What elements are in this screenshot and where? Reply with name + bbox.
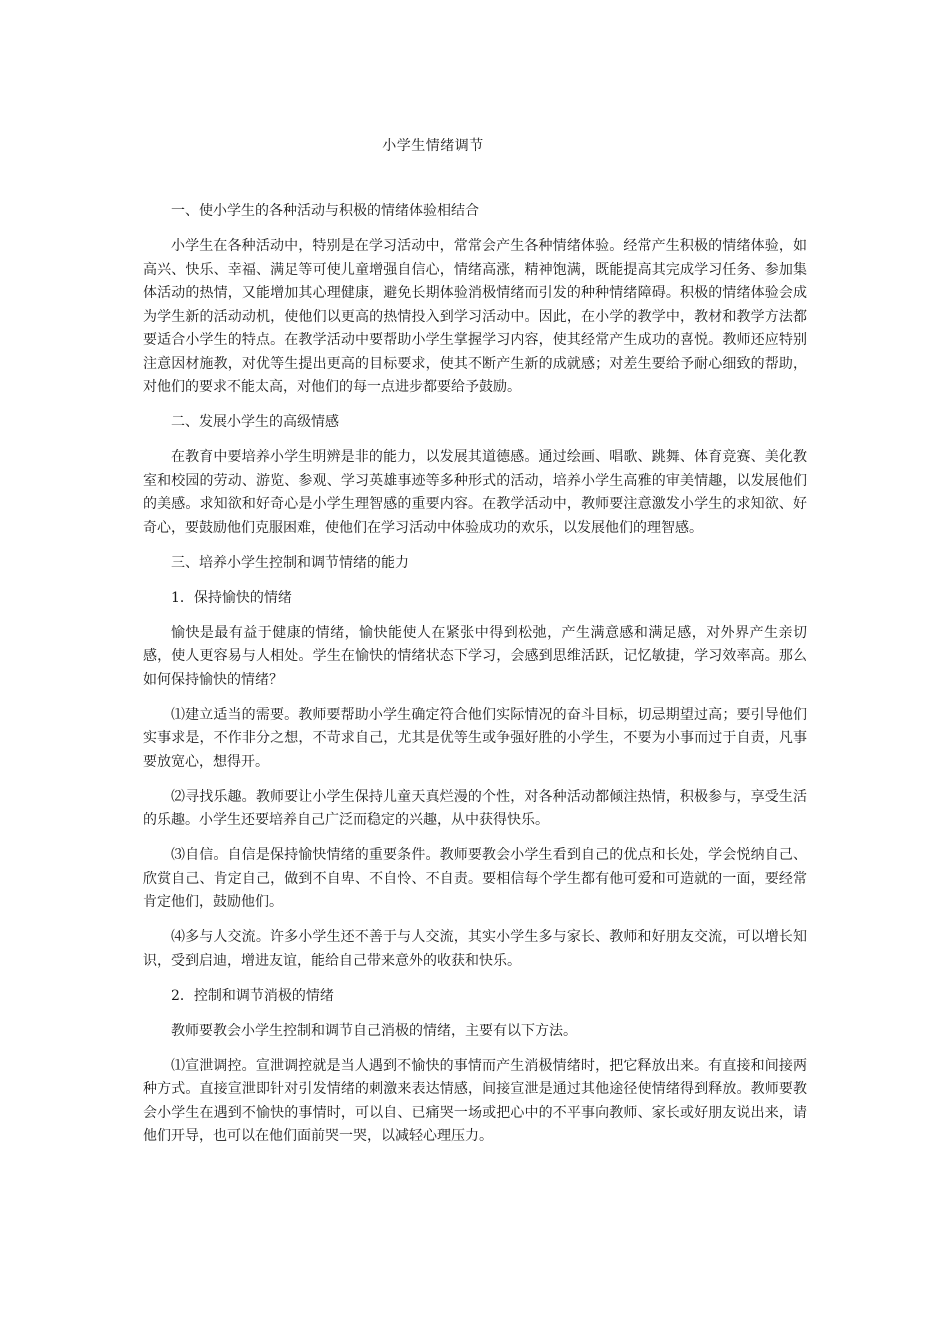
section-heading-1: 一、使小学生的各种活动与积极的情绪体验相结合: [171, 203, 479, 219]
document-title: 小学生情绪调节: [382, 138, 484, 154]
list-item-4: ⑷多与人交流。许多小学生还不善于与人交流，其实小学生多与家长、教师和好朋友交流，可以增长知识，受到启迪，增进友谊，能给自己带来意外的收获和快乐。: [143, 929, 807, 969]
list-item-5: ⑴宣泄调控。宣泄调控就是当人遇到不愉快的事情而产生消极情绪时，把它释放出来。有直接和间接两种方式。直接宣泄即针对引发情绪的刺激来表达情感，间接宣泄是通过其他途径使情绪得到释放。教师要教会小学生在遇到不愉快的事情时，可以自、已痛哭一场或把心中的不平事向教师、家长或好朋友说出来，请他们开导，也可以在他们面前哭一哭，以减轻心理压力。: [143, 1057, 807, 1144]
paragraph-3: 愉快是最有益于健康的情绪，愉快能使人在紧张中得到松弛，产生满意感和满足感，对外界产生亲切感，使人更容易与人相处。学生在愉快的情绪状态下学习，会感到思维活跃，记忆敏捷，学习效率高。那么如何保持愉快的情绪？: [143, 624, 807, 688]
section-heading-2: 二、发展小学生的高级情感: [171, 414, 339, 430]
list-item-1: ⑴建立适当的需要。教师要帮助小学生确定符合他们实际情况的奋斗目标，切忌期望过高；要引导他们实事求是，不作非分之想，不苛求自己，尤其是优等生或争强好胜的小学生，不要为小事而过于自责，凡事要放宽心，想得开。: [143, 706, 807, 770]
section-heading-3: 三、培养小学生控制和调节情绪的能力: [171, 554, 409, 571]
list-item-2: ⑵寻找乐趣。教师要让小学生保持儿童天真烂漫的个性，对各种活动都倾注热情，积极参与，享受生活的乐趣。小学生还要培养自己广泛而稳定的兴趣，从中获得快乐。: [143, 788, 807, 828]
document-body: [143, 200, 807, 1160]
subsection-heading-1: 1．保持愉快的情绪: [171, 589, 292, 606]
list-item-3: ⑶自信。自信是保持愉快情绪的重要条件。教师要教会小学生看到自己的优点和长处，学会悦纳自己、欣赏自己、肯定自己，做到不自卑、不自怜、不自责。要相信每个学生都有他可爱和可造就的一面，要经常肯定他们，鼓励他们。: [143, 847, 807, 910]
subsection-heading-2: 2．控制和调节消极的情绪: [171, 987, 334, 1004]
paragraph-4: 教师要教会小学生控制和调节自己消极的情绪，主要有以下方法。: [171, 1022, 577, 1039]
paragraph-1: 小学生在各种活动中，特别是在学习活动中，常常会产生各种情绪体验。经常产生积极的情绪体验，如高兴、快乐、幸福、满足等可使儿童增强自信心，情绪高涨，精神饱满，既能提高其完成学习任务、参加集体活动的热情，又能增加其心理健康，避免长期体验消极情绪而引发的种种情绪障碍。积极的情绪体验会成为学生新的活动动机，使他们以更高的热情投入到学习活动中。因此，在小学的教学中，教材和教学方法都要适合小学生的特点。在教学活动中要帮助小学生掌握学习内容，使其经常产生成功的喜悦。教师还应特别注意因材施教，对优等生提出更高的目标要求，使其不断产生新的成就感；对差生要给予耐心细致的帮助，对他们的要求不能太高，对他们的每一点进步都要给予鼓励。: [143, 238, 807, 395]
paragraph-2: 在教育中要培养小学生明辨是非的能力，以发展其道德感。通过绘画、唱歌、跳舞、体育竞赛、美化教室和校园的劳动、游览、参观、学习英雄事迹等多种形式的活动，培养小学生高雅的审美情趣，以发展他们的美感。求知欲和好奇心是小学生理智感的重要内容。在教学活动中，教师要注意激发小学生的求知欲、好奇心，要鼓励他们克服困难，使他们在学习活动中体验成功的欢乐，以发展他们的理智感。: [143, 449, 807, 536]
